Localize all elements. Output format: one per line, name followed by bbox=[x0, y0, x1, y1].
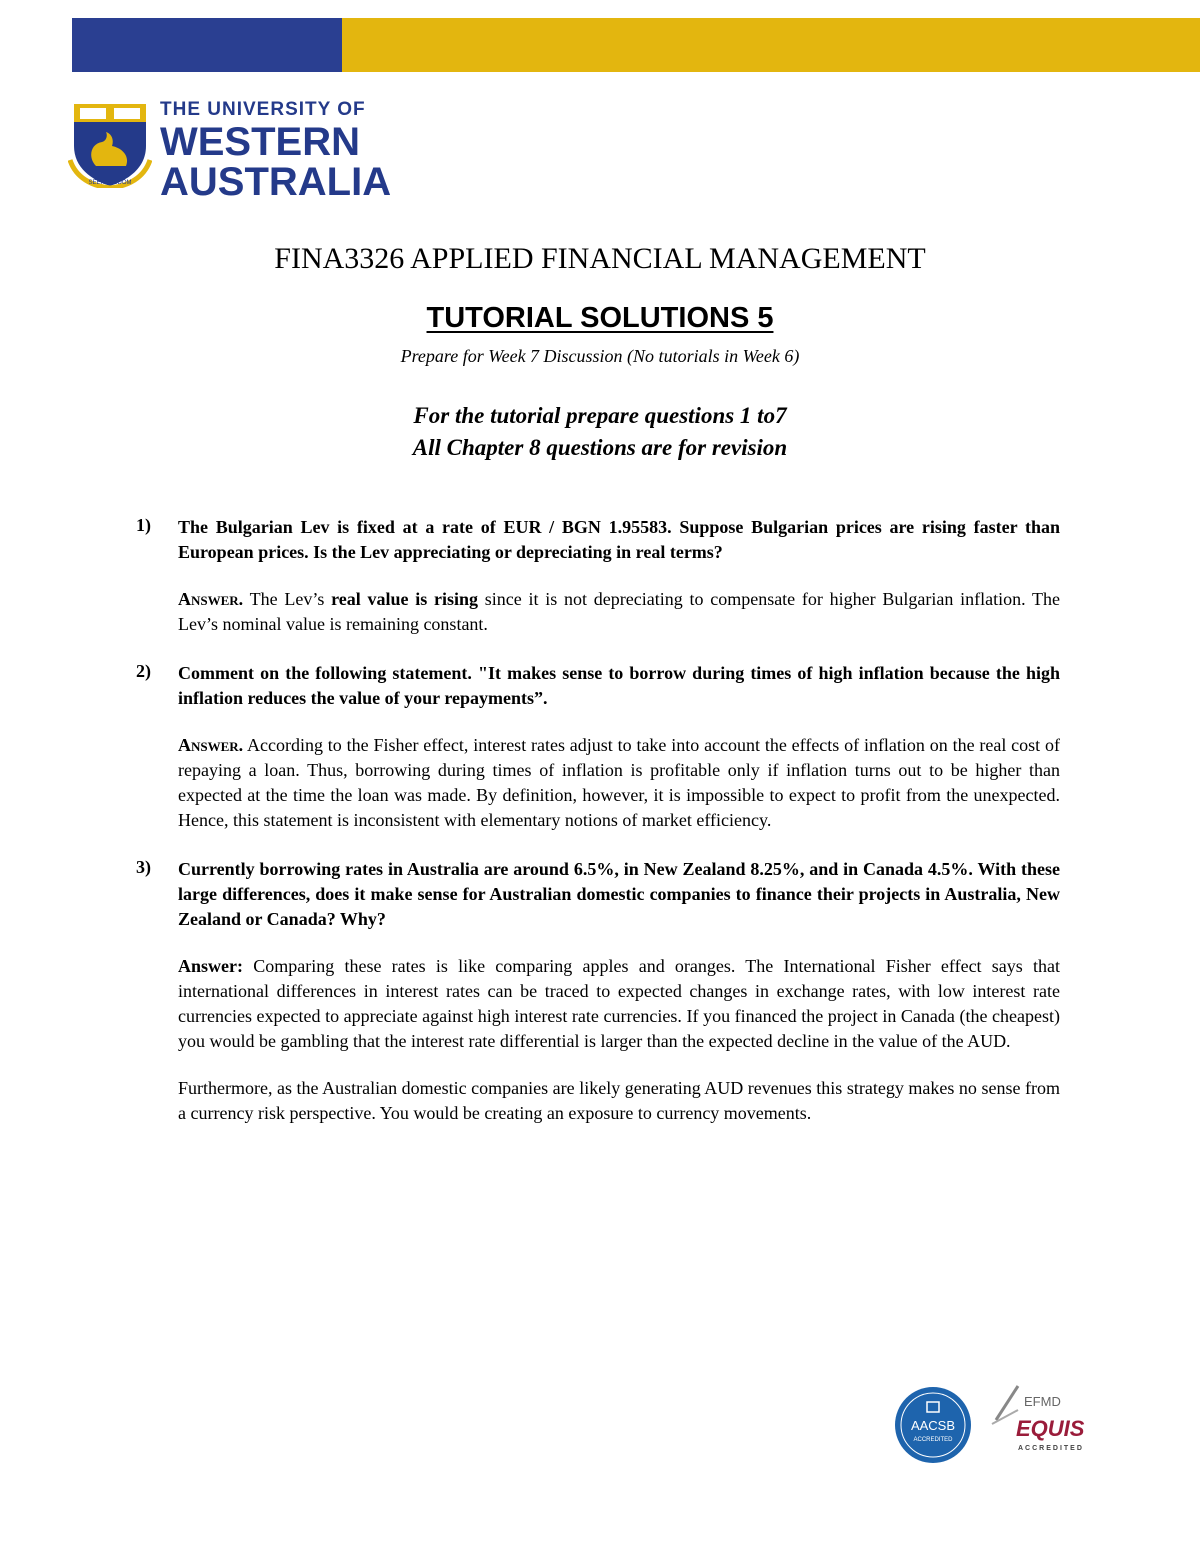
answer-text: According to the Fisher effect, interest rates adjust to take into account the effects of inflation on the real cost of repaying a loan. Thus, borrowing during times of inflation is profitable only if inflation turns out to be higher than expected at the time the loan was made. By definition, however, it is impossible to expect to profit from the unexpected. Hence, this statement is inconsistent with elementary notions of market efficiency. bbox=[178, 735, 1060, 830]
answer-label: Answer: bbox=[178, 956, 243, 976]
question-list bbox=[136, 515, 1060, 1126]
equis-accreditation-logo bbox=[988, 1384, 1088, 1460]
question-text: Currently borrowing rates in Australia are around 6.5%, in New Zealand 8.25%, and in Canada 4.5%. With these large differences, does it make sense for Australian domestic companies to finance their projects in Australia, New Zealand or Canada? Why? bbox=[178, 859, 1060, 929]
question-1 bbox=[136, 515, 1060, 637]
answer-continued: Furthermore, as the Australian domestic companies are likely generating AUD revenues this strategy makes no sense from a currency risk perspective. You would be creating an exposure to currency movements. bbox=[178, 1078, 1060, 1123]
aacsb-accreditation-logo bbox=[894, 1386, 972, 1464]
course-title: FINA3326 APPLIED FINANCIAL MANAGEMENT bbox=[274, 242, 926, 275]
answer-text-bold: real value is rising bbox=[331, 589, 479, 609]
prep-line-2: All Chapter 8 questions are for revision bbox=[412, 435, 788, 460]
question-text: The Bulgarian Lev is fixed at a rate of EUR / BGN 1.95583. Suppose Bulgarian prices are rising faster than European prices. Is the Lev appreciating or depreciating in real terms? bbox=[178, 517, 1060, 562]
question-number: 3) bbox=[136, 857, 151, 877]
tutorial-title bbox=[0, 302, 1200, 335]
aacsb-text: AACSB bbox=[910, 1418, 956, 1433]
answer bbox=[178, 954, 1060, 1054]
tutorial-title-text: TUTORIAL SOLUTIONS 5 bbox=[426, 302, 774, 334]
answer-text: Comparing these rates is like comparing apples and oranges. The International Fisher effect says that international differences in interest rates can be traced to expected changes in exchange rates, with low interest rate currencies expected to appreciate against high interest rate currencies. If you financed the project in Canada (the cheapest) you would be gambling that the interest rate differential is larger than the expected decline in the value of the AUD. bbox=[178, 956, 1061, 1051]
university-name-line2: WESTERN bbox=[160, 120, 360, 164]
university-name-line1: THE UNIVERSITY OF bbox=[160, 99, 366, 120]
preparation-instructions bbox=[0, 400, 1200, 464]
aacsb-accredited-text: ACCREDITED bbox=[913, 1437, 953, 1443]
prep-line-1: For the tutorial prepare questions 1 to7 bbox=[413, 403, 787, 428]
answer-label: Answer. bbox=[178, 735, 244, 755]
answer-text-post: since it is not depreciating to compensate for higher Bulgarian inflation. The Lev’s nominal value is remaining constant. bbox=[178, 589, 1061, 634]
university-crest-logo bbox=[68, 100, 152, 188]
question-number: 1) bbox=[136, 515, 151, 535]
answer-label: Answer. bbox=[178, 589, 244, 609]
answer bbox=[178, 587, 1060, 637]
answer-text-pre: The Lev’s bbox=[249, 589, 332, 609]
question-2 bbox=[136, 661, 1060, 833]
crest-motto: SEEK WISDOM bbox=[88, 180, 132, 186]
header-band-blue bbox=[72, 18, 342, 72]
equis-text: EQUIS bbox=[1016, 1416, 1085, 1441]
answer bbox=[178, 733, 1060, 833]
university-name-line3: AUSTRALIA bbox=[160, 160, 392, 204]
question-text: Comment on the following statement. "It makes sense to borrow during times of high inflation because the high inflation reduces the value of your repayments”. bbox=[178, 663, 1060, 708]
header-band-gold bbox=[342, 18, 1200, 72]
equis-accredited-text: ACCREDITED bbox=[1018, 1445, 1084, 1452]
tutorial-subtitle: Prepare for Week 7 Discussion (No tutorials in Week 6) bbox=[400, 346, 800, 366]
question-3 bbox=[136, 857, 1060, 1126]
university-name bbox=[160, 100, 391, 202]
question-number: 2) bbox=[136, 661, 151, 681]
efmd-text: EFMD bbox=[1024, 1394, 1061, 1409]
